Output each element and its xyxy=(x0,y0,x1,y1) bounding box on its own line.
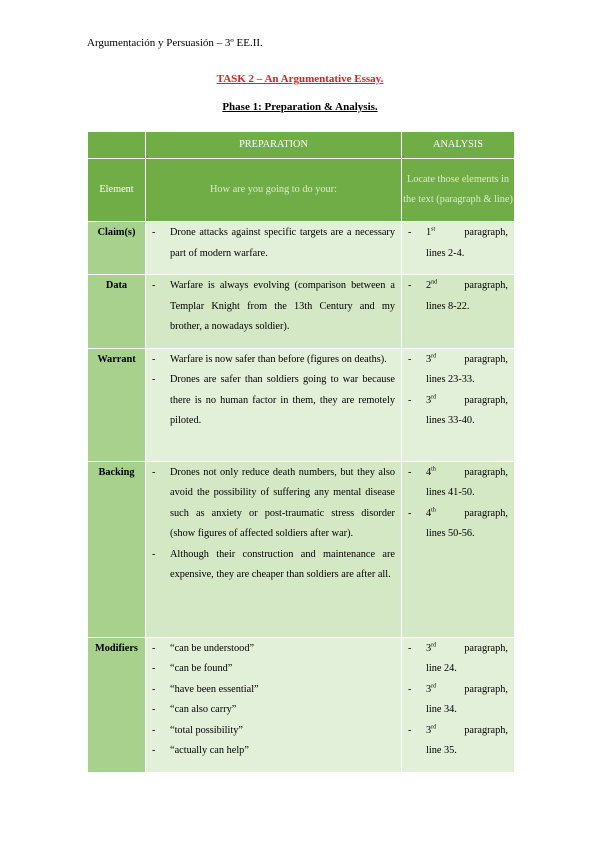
preparation-cell xyxy=(146,637,402,772)
line-range: line 34. xyxy=(426,704,457,715)
location-item xyxy=(402,680,514,721)
location-item xyxy=(402,504,514,545)
item-text: “have been essential” xyxy=(170,683,259,695)
location-item xyxy=(402,463,514,504)
analysis-cell xyxy=(402,222,515,275)
paragraph-number xyxy=(426,721,436,742)
paragraph-word: paragraph, xyxy=(464,724,508,736)
preparation-cell xyxy=(146,348,402,461)
list-item xyxy=(146,276,401,338)
table-subheader-row xyxy=(88,159,515,222)
list-item xyxy=(146,545,401,586)
analysis-cell xyxy=(402,275,515,349)
line-range: line 24. xyxy=(426,663,457,674)
line-range: lines 23-33. xyxy=(426,374,475,385)
list-item xyxy=(146,741,401,762)
location-item xyxy=(402,223,514,264)
item-text: Warfare is now safer than before (figures on deaths). xyxy=(170,353,387,365)
location-text xyxy=(426,504,508,545)
bullet-dash: - xyxy=(152,663,156,674)
location-text xyxy=(426,276,508,317)
location-text xyxy=(426,350,508,391)
paragraph-word: paragraph, xyxy=(464,394,508,406)
paragraph-number xyxy=(426,276,437,297)
bullet-dash: - xyxy=(152,683,156,695)
bullet-dash: - xyxy=(408,507,412,519)
paragraph-ordinal: 4 xyxy=(426,466,432,478)
bullet-dash: - xyxy=(408,394,412,406)
table-row xyxy=(88,461,515,637)
item-text: “actually can help” xyxy=(170,745,249,756)
header-empty-cell xyxy=(88,132,146,159)
paragraph-word: paragraph, xyxy=(464,683,508,695)
paragraph-number xyxy=(426,463,436,484)
bullet-dash: - xyxy=(408,683,412,695)
ordinal-suffix: rd xyxy=(431,724,437,731)
paragraph-ordinal: 3 xyxy=(426,683,432,695)
paragraph-number xyxy=(426,680,436,701)
list-item xyxy=(146,350,401,371)
phase-title: Phase 1: Preparation & Analysis. xyxy=(222,101,378,113)
preparation-header: PREPARATION xyxy=(146,132,402,159)
location-text xyxy=(426,680,508,721)
bullet-dash: - xyxy=(152,374,156,385)
preparation-cell xyxy=(146,222,402,275)
ordinal-suffix: th xyxy=(431,507,436,514)
list-item xyxy=(146,370,401,432)
paragraph-ordinal: 3 xyxy=(426,724,432,736)
location-text xyxy=(426,223,508,264)
location-item xyxy=(402,350,514,391)
table-row xyxy=(88,275,515,349)
paragraph-ordinal: 1 xyxy=(426,227,432,238)
item-text: Although their construction and maintenance are expensive, they are cheaper than soldiers are after all. xyxy=(170,548,395,580)
bullet-dash: - xyxy=(152,704,156,715)
paragraph-word: paragraph, xyxy=(464,353,508,365)
item-text: Drones are safer than soldiers going to war because there is no human factor in them, they are remotely piloted. xyxy=(170,374,395,426)
bullet-dash: - xyxy=(152,227,156,238)
location-text xyxy=(426,639,508,680)
item-text: “can be understood” xyxy=(170,642,255,654)
item-text: Warfare is always evolving (comparison between a Templar Knight from the 13th Century and my brother, a nowadays soldier). xyxy=(170,280,395,332)
line-range: lines 2-4. xyxy=(426,247,465,259)
element-cell: Claim(s) xyxy=(88,222,146,275)
item-text: “total possibility” xyxy=(170,724,243,736)
line-range: line 35. xyxy=(426,745,457,756)
bullet-dash: - xyxy=(152,466,156,478)
line-range: lines 50-56. xyxy=(426,528,475,539)
paragraph-number xyxy=(426,504,436,525)
list-item xyxy=(146,700,401,721)
element-cell: Warrant xyxy=(88,348,146,461)
list-item xyxy=(146,659,401,680)
bullet-dash: - xyxy=(152,642,156,654)
paragraph-ordinal: 4 xyxy=(426,507,432,519)
bullet-dash: - xyxy=(408,353,412,365)
line-range: lines 41-50. xyxy=(426,487,475,498)
preparation-cell xyxy=(146,275,402,349)
table-row xyxy=(88,637,515,772)
document-header: Argumentación y Persuasión – 3º EE.II. xyxy=(87,37,263,49)
location-item xyxy=(402,391,514,432)
analysis-header: ANALYSIS xyxy=(402,132,515,159)
element-cell: Data xyxy=(88,275,146,349)
ordinal-suffix: st xyxy=(431,226,436,233)
ordinal-suffix: nd xyxy=(431,279,438,286)
paragraph-word: paragraph, xyxy=(464,280,508,291)
paragraph-number xyxy=(426,223,435,244)
location-text xyxy=(426,391,508,432)
locate-header: Locate those elements in the text (paragraph & line) xyxy=(402,159,515,222)
paragraph-word: paragraph, xyxy=(464,642,508,654)
line-range: lines 33-40. xyxy=(426,415,475,426)
location-item xyxy=(402,721,514,762)
bullet-dash: - xyxy=(152,353,156,365)
paragraph-ordinal: 3 xyxy=(426,642,432,654)
how-header: How are you going to do your: xyxy=(146,159,402,222)
bullet-dash: - xyxy=(408,227,412,238)
paragraph-number xyxy=(426,350,436,371)
bullet-dash: - xyxy=(152,280,156,291)
analysis-cell xyxy=(402,637,515,772)
bullet-dash: - xyxy=(408,642,412,654)
analysis-cell xyxy=(402,461,515,637)
location-item xyxy=(402,276,514,317)
element-header: Element xyxy=(88,159,146,222)
element-cell: Modifiers xyxy=(88,637,146,772)
preparation-cell xyxy=(146,461,402,637)
list-item xyxy=(146,680,401,701)
bullet-dash: - xyxy=(408,724,412,736)
paragraph-number xyxy=(426,639,436,660)
paragraph-number xyxy=(426,391,436,412)
ordinal-suffix: rd xyxy=(431,394,437,401)
paragraph-ordinal: 2 xyxy=(426,280,432,291)
ordinal-suffix: rd xyxy=(431,683,437,690)
location-item xyxy=(402,639,514,680)
list-item xyxy=(146,639,401,660)
line-range: lines 8-22. xyxy=(426,300,470,312)
bullet-dash: - xyxy=(152,745,156,756)
list-item xyxy=(146,721,401,742)
analysis-cell xyxy=(402,348,515,461)
analysis-table xyxy=(87,131,515,773)
item-text: Drones not only reduce death numbers, but they also avoid the possibility of suffering any mental disease such as anxiety or post-traumatic stress disorder (show figures of affected soldiers after war). xyxy=(170,466,395,539)
paragraph-word: paragraph, xyxy=(464,507,508,519)
bullet-dash: - xyxy=(408,280,412,291)
element-cell: Backing xyxy=(88,461,146,637)
paragraph-word: paragraph, xyxy=(464,227,508,238)
bullet-dash: - xyxy=(152,548,156,560)
item-text: “can also carry” xyxy=(170,704,237,715)
table-row xyxy=(88,348,515,461)
list-item xyxy=(146,223,401,264)
ordinal-suffix: th xyxy=(431,466,436,473)
ordinal-suffix: rd xyxy=(431,353,437,360)
bullet-dash: - xyxy=(408,466,412,478)
paragraph-ordinal: 3 xyxy=(426,353,432,365)
location-text xyxy=(426,721,508,762)
location-text xyxy=(426,463,508,504)
bullet-dash: - xyxy=(152,724,156,736)
table-row xyxy=(88,222,515,275)
item-text: Drone attacks against specific targets are a necessary part of modern warfare. xyxy=(170,227,395,259)
table-header-row xyxy=(88,132,515,159)
list-item xyxy=(146,463,401,545)
ordinal-suffix: rd xyxy=(431,642,437,649)
paragraph-word: paragraph, xyxy=(464,466,508,478)
paragraph-ordinal: 3 xyxy=(426,394,432,406)
task-title: TASK 2 – An Argumentative Essay. xyxy=(216,73,384,85)
item-text: “can be found” xyxy=(170,663,233,674)
